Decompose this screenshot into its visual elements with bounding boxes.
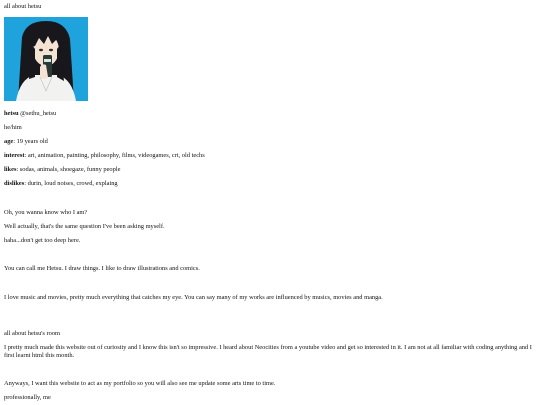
profile-age-value: : 19 years old — [13, 138, 48, 145]
profile-interest-value: : art, animation, painting, philosophy, films, videogames, crt, old techs — [24, 152, 205, 159]
profile-likes — [4, 166, 120, 174]
room-signature: professionally, me — [4, 394, 51, 401]
profile-age-label: age — [4, 138, 14, 145]
profile-name-line — [4, 110, 56, 118]
avatar-eye-right — [49, 49, 53, 51]
profile-likes-label: likes — [4, 166, 17, 173]
intro-paragraph-1: Oh, you wanna know who I am? — [4, 209, 88, 216]
intro-paragraph-3: haha...don't get too deep here. — [4, 237, 81, 244]
profile-pronouns: he/him — [4, 124, 22, 131]
avatar-eye-left — [39, 49, 43, 51]
profile-interest — [4, 152, 205, 160]
room-heading: all about hetsu's room — [4, 330, 60, 337]
intro-paragraph-4: You can call me Hetsu. I draw things. I like to draw illustrations and comics. — [4, 265, 200, 272]
profile-handle: @sethu_hetsu — [20, 110, 57, 117]
profile-dislikes-label: dislikes — [4, 180, 25, 187]
profile-dislikes-value: : durin, loud noises, crowd, explaing — [24, 180, 118, 187]
intro-paragraph-5: I love music and movies, pretty much everything that catches my eye. You can say many of my works are influenced by musics, movies and manga. — [4, 294, 383, 301]
profile-age — [4, 138, 48, 146]
room-paragraph-1: I pretty much made this website out of curiosity and I know this isn't so impressive. I heard about Neocities from a youtube video and get so interested in it. I am not at all familiar with coding anything and I first learnt html this month. — [4, 344, 532, 359]
room-paragraph-2: Anyways, I want this website to act as my portfolio so you will also see me update some arts time to time. — [4, 380, 276, 387]
intro-paragraph-2: Well actually, that's the same question I've been asking myself. — [4, 223, 165, 230]
profile-dislikes — [4, 180, 118, 188]
page-title: all about hetsu — [4, 3, 42, 10]
profile-likes-value: : sodas, animals, shoegaze, funny people — [16, 166, 121, 173]
profile-interest-label: interest — [4, 152, 25, 159]
avatar-illustration — [4, 17, 88, 101]
profile-name: hetsu — [4, 110, 19, 117]
avatar-can-label — [44, 59, 51, 62]
avatar — [4, 17, 88, 101]
